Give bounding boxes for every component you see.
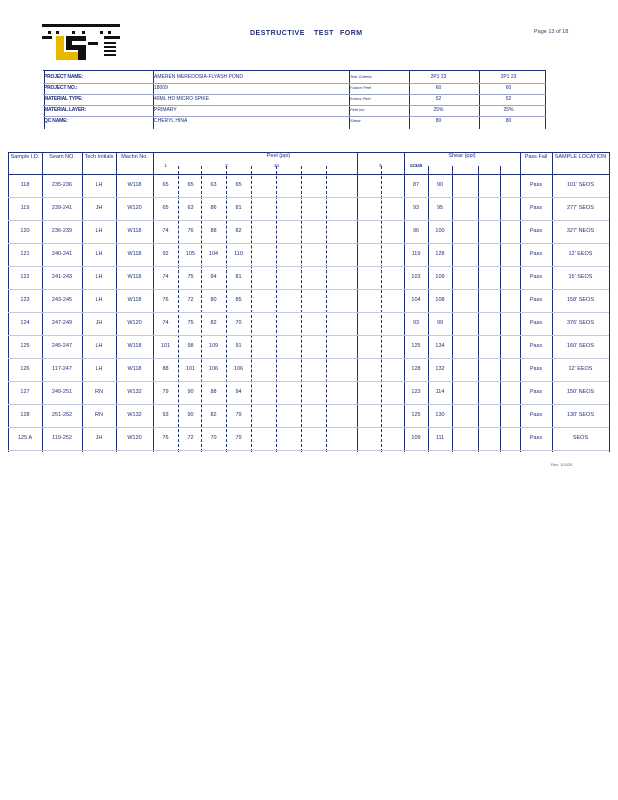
shear-value: 100 [435, 228, 445, 234]
shear-value: 111 [435, 435, 445, 441]
machine-no: W118 [127, 274, 142, 280]
pass-fail: Pass [529, 366, 543, 372]
peel-value: 65 [235, 182, 242, 188]
project-c2: 2P1 23 [500, 74, 517, 80]
shear-value: 128 [435, 251, 445, 257]
seam-no: 245-247 [51, 343, 73, 349]
row-divider [8, 266, 609, 267]
peel-value: 82 [235, 228, 242, 234]
grid-dashed-divider [276, 166, 277, 452]
peel-value: 63 [210, 182, 217, 188]
seam-no: 243-245 [51, 297, 73, 303]
peel-sub-2: 34 [273, 163, 279, 168]
project-row [43, 105, 546, 116]
header-machine: Machn No. [121, 154, 148, 160]
row-divider [8, 220, 609, 221]
grid-dashed-divider [381, 166, 382, 452]
machine-no: W118 [127, 228, 142, 234]
project-criteria: Shear [350, 118, 361, 123]
pass-fail: Pass [529, 320, 543, 326]
pass-fail: Pass [529, 343, 543, 349]
peel-value: 106 [233, 366, 244, 372]
row-divider [8, 358, 609, 359]
row-divider [8, 243, 609, 244]
peel-value: 82 [210, 320, 217, 326]
seam-no: 247-249 [51, 320, 73, 326]
seam-no: 119-252 [52, 435, 72, 441]
peel-sub-0: 1 [164, 163, 167, 168]
project-criteria: Test Criteria [350, 74, 372, 79]
project-c2: 80 [505, 118, 512, 124]
peel-value: 94 [235, 389, 242, 395]
machine-no: W118 [127, 251, 142, 257]
grid-dashed-divider [326, 166, 327, 452]
peel-value: 104 [208, 251, 219, 257]
project-row [43, 72, 546, 83]
header-sample: Sample I.D. [10, 154, 40, 160]
shear-sub: 12345 [409, 163, 423, 168]
shear-value: 93 [412, 205, 420, 211]
peel-value: 79 [162, 389, 169, 395]
row-divider [8, 450, 609, 451]
peel-value: 65 [187, 182, 194, 188]
machine-no: W120 [127, 435, 142, 441]
project-value: PRIMARY [154, 107, 177, 113]
peel-value: 79 [235, 412, 242, 418]
shear-value: 96 [412, 228, 420, 234]
pass-fail: Pass [529, 412, 543, 418]
project-value: 18009 [154, 85, 168, 91]
peel-value: 85 [235, 297, 242, 303]
peel-value: 81 [235, 205, 242, 211]
peel-value: 109 [208, 343, 219, 349]
peel-value: 88 [210, 389, 217, 395]
peel-value: 101 [185, 366, 196, 372]
row-divider [8, 197, 609, 198]
shear-value: 93 [412, 320, 420, 326]
form-title-test: TEST [314, 30, 334, 37]
shear-value: 99 [436, 320, 444, 326]
shear-value: 95 [436, 205, 444, 211]
seam-no: 117-247 [52, 366, 72, 372]
project-row-divider [43, 83, 546, 84]
peel-value: 70 [210, 435, 217, 441]
peel-value: 63 [187, 205, 194, 211]
machine-no: W132 [127, 389, 142, 395]
pass-fail: Pass [529, 389, 543, 395]
sample-id: 118 [20, 182, 30, 188]
tech-initials: RN [95, 412, 103, 418]
shear-value: 87 [412, 182, 420, 188]
machine-no: W120 [127, 205, 142, 211]
project-row [43, 116, 546, 127]
row-divider [8, 404, 609, 405]
pass-fail: Pass [529, 205, 543, 211]
machine-no: W118 [127, 297, 142, 303]
tech-initials: RN [95, 389, 103, 395]
peel-value: 72 [187, 435, 194, 441]
project-criteria: Fusion Peel [350, 85, 372, 90]
sample-location: 376' SEOS [566, 320, 595, 326]
shear-value: 109 [411, 435, 421, 441]
page-number: Page 13 of 18 [534, 29, 569, 35]
tech-initials: LH [95, 251, 103, 257]
peel-value: 72 [187, 297, 194, 303]
form-title-form: FORM [340, 30, 363, 37]
seam-no: 239-241 [51, 205, 73, 211]
pass-fail: Pass [529, 435, 543, 441]
shear-value: 114 [435, 389, 445, 395]
grid-column-divider [609, 152, 610, 452]
peel-value: 90 [187, 389, 194, 395]
pass-fail: Pass [529, 228, 543, 234]
tech-initials: LH [95, 297, 103, 303]
grid-shear-divider [478, 166, 479, 452]
peel-sub-1: 2 [225, 163, 228, 168]
sample-location: 12' EEOS [568, 251, 593, 257]
peel-value: 76 [187, 228, 194, 234]
header-peel: Peel (ppi) [266, 153, 291, 159]
seam-no: 249-251 [51, 389, 73, 395]
project-label: QC NAME: [44, 118, 68, 124]
project-criteria: Extrus Peel [350, 96, 371, 101]
tech-initials: LH [95, 182, 103, 188]
form-title-destructive: DESTRUCTIVE [250, 30, 305, 37]
machine-no: W120 [127, 320, 142, 326]
sample-location: 150' NEOS [566, 389, 595, 395]
peel-value: 74 [162, 228, 169, 234]
project-info-table [43, 70, 546, 129]
peel-value: 82 [210, 412, 217, 418]
shear-value: 125 [411, 412, 421, 418]
peel-value: 70 [235, 320, 242, 326]
peel-value: 65 [162, 205, 169, 211]
grid-header-line [8, 174, 609, 175]
revision-note: Rev. 1/2020 [551, 462, 573, 467]
tech-initials: JH [95, 320, 103, 326]
sample-location: 130' SEOS [566, 412, 595, 418]
peel-value: 88 [162, 366, 169, 372]
project-row [43, 83, 546, 94]
peel-value: 75 [187, 320, 194, 326]
project-c2: 25% [503, 107, 514, 113]
tech-initials: LH [95, 343, 103, 349]
machine-no: W118 [127, 343, 142, 349]
pass-fail: Pass [529, 274, 543, 280]
peel-value: 65 [162, 182, 169, 188]
shear-value: 104 [411, 297, 421, 303]
pass-fail: Pass [529, 297, 543, 303]
sample-id: 123 [20, 297, 30, 303]
pass-fail: Pass [529, 182, 543, 188]
seam-no: 241-243 [51, 274, 73, 280]
shear-value: 109 [435, 274, 445, 280]
project-label: MATERIAL LAYER: [44, 107, 86, 113]
seam-no: 236-239 [51, 228, 73, 234]
sample-id: 125 [20, 343, 30, 349]
shear-value: 119 [411, 251, 421, 257]
header-location: SAMPLE LOCATION [554, 154, 607, 160]
sample-location: 158' SEOS [566, 297, 595, 303]
machine-no: W132 [127, 412, 142, 418]
grid-dashed-divider [251, 166, 252, 452]
grid-shear-divider [452, 166, 453, 452]
sample-id: 122 [20, 274, 30, 280]
peel-value: 74 [162, 320, 169, 326]
pass-fail: Pass [529, 251, 543, 257]
project-label: MATERIAL TYPE: [44, 96, 83, 102]
peel-value: 88 [210, 228, 217, 234]
destructive-test-grid [8, 152, 609, 452]
project-label: PROJECT NO.: [44, 85, 78, 91]
peel-value: 74 [162, 274, 169, 280]
project-criteria: Peel Inc. [350, 107, 366, 112]
sample-location: 327' NEOS [566, 228, 595, 234]
peel-value: 86 [210, 205, 217, 211]
header-passfail: Pass Fail [524, 154, 548, 160]
row-divider [8, 312, 609, 313]
peel-value: 101 [160, 343, 171, 349]
shear-value: 130 [435, 412, 445, 418]
sample-location: 160' SEOS [566, 343, 595, 349]
header-shear: Shear (ppi) [448, 153, 476, 159]
project-c1: 80 [435, 118, 442, 124]
project-row [43, 94, 546, 105]
peel-value: 81 [235, 274, 242, 280]
project-label: PROJECT NAME: [44, 74, 83, 80]
shear-value: 108 [435, 297, 445, 303]
peel-value: 79 [235, 435, 242, 441]
seam-no: 251-252 [51, 412, 73, 418]
header-tech: Tech Initials [84, 154, 114, 160]
shear-value: 134 [435, 343, 445, 349]
sample-location: 277' SEOS [566, 205, 595, 211]
tech-initials: LH [95, 228, 103, 234]
project-row-divider [43, 105, 546, 106]
peel-value: 76 [162, 435, 169, 441]
shear-value: 125 [411, 343, 421, 349]
project-c2: 60 [505, 85, 512, 91]
sample-id: 120 [20, 228, 30, 234]
seam-no: 240-241 [51, 251, 73, 257]
shear-value: 132 [435, 366, 445, 372]
sample-id: 126 [20, 366, 30, 372]
project-c1: 60 [435, 85, 442, 91]
project-row-divider [43, 116, 546, 117]
peel-value: 90 [187, 412, 194, 418]
seam-no: 235-236 [51, 182, 73, 188]
project-row-divider [43, 94, 546, 95]
row-divider [8, 427, 609, 428]
shear-value: 90 [436, 182, 444, 188]
sample-location: 12' EEOS [568, 366, 593, 372]
row-divider [8, 289, 609, 290]
project-c1: 25% [433, 107, 444, 113]
peel-value: 80 [210, 297, 217, 303]
sample-id: 124 [20, 320, 30, 326]
peel-value: 93 [162, 412, 169, 418]
sample-location: 15' SEOS [568, 274, 593, 280]
row-divider [8, 335, 609, 336]
project-value: AMEREN MEREDOSIA-FLYASH POND [154, 74, 243, 80]
peel-value: 98 [187, 343, 194, 349]
company-logo [42, 22, 120, 62]
project-c1: 2P1 23 [430, 74, 447, 80]
project-c2: 52 [505, 96, 512, 102]
peel-value: 91 [235, 343, 242, 349]
sample-location: 101' SEOS [566, 182, 595, 188]
peel-value: 84 [210, 274, 217, 280]
peel-value: 92 [162, 251, 169, 257]
tech-initials: JH [95, 205, 103, 211]
row-divider [8, 381, 609, 382]
shear-value: 103 [411, 274, 421, 280]
grid-shear-divider [500, 166, 501, 452]
sample-id: 121 [20, 251, 30, 257]
shear-value: 128 [411, 366, 421, 372]
peel-value: 75 [187, 274, 194, 280]
sample-location: SEOS [572, 435, 589, 441]
peel-value: 106 [208, 366, 219, 372]
machine-no: W118 [127, 182, 142, 188]
shear-value: 123 [411, 389, 421, 395]
peel-value: 76 [162, 297, 169, 303]
header-seam: Seam NO. [49, 154, 75, 160]
machine-no: W118 [127, 366, 142, 372]
peel-sub-3: 5 [379, 163, 382, 168]
tech-initials: LH [95, 274, 103, 280]
grid-dashed-divider [301, 166, 302, 452]
sample-id: 125 A [17, 435, 33, 441]
sample-id: 119 [20, 205, 30, 211]
peel-value: 105 [185, 251, 196, 257]
project-value: 40ML HD MICRO SPIKE [154, 96, 210, 102]
tech-initials: JH [95, 435, 103, 441]
project-c1: 52 [435, 96, 442, 102]
sample-id: 127 [20, 389, 30, 395]
peel-value: 110 [234, 251, 243, 257]
project-value: CHERYL HINA [154, 118, 188, 124]
sample-id: 128 [20, 412, 30, 418]
tech-initials: LH [95, 366, 103, 372]
